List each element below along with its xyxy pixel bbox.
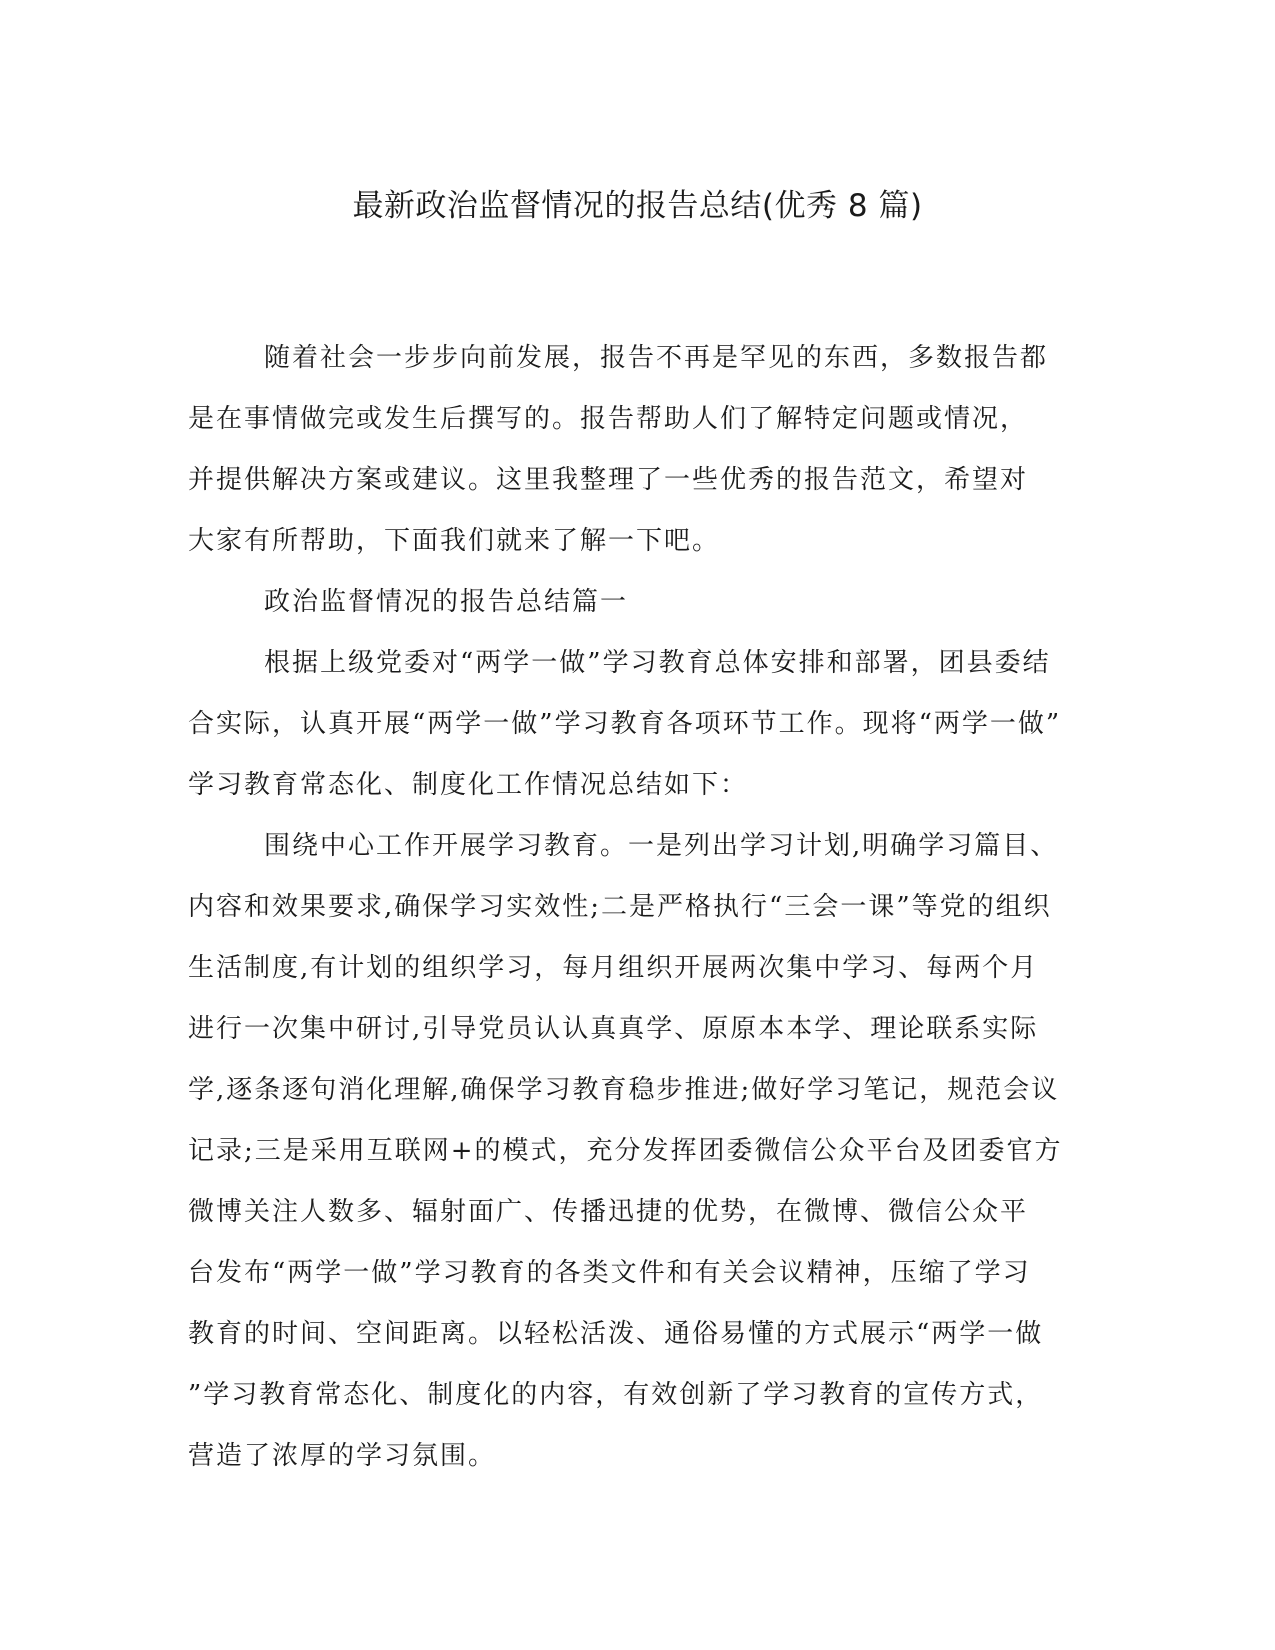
text-line: 随着社会一步步向前发展，报告不再是罕见的东西，多数报告都 xyxy=(264,343,1049,373)
document-title: 最新政治监督情况的报告总结(优秀 8 篇) xyxy=(352,188,923,224)
text-line: 是在事情做完或发生后撰写的。报告帮助人们了解特定问题或情况， xyxy=(188,404,1029,434)
text-line: 记录;三是采用互联网+的模式，充分发挥团委微信公众平台及团委官方 xyxy=(188,1136,1063,1166)
text-line: 根据上级党委对“两学一做”学习教育总体安排和部署，团县委结 xyxy=(264,648,1051,678)
text-line: 微博关注人数多、辐射面广、传播迅捷的优势，在微博、微信公众平 xyxy=(188,1197,1029,1227)
text-line: 台发布“两学一做”学习教育的各类文件和有关会议精神，压缩了学习 xyxy=(188,1258,1031,1288)
text-line: 政治监督情况的报告总结篇一 xyxy=(264,587,629,617)
text-line: 并提供解决方案或建议。这里我整理了一些优秀的报告范文，希望对 xyxy=(188,465,1029,495)
text-line: 生活制度,有计划的组织学习，每月组织开展两次集中学习、每两个月 xyxy=(188,953,1039,983)
text-line: 合实际，认真开展“两学一做”学习教育各项环节工作。现将“两学一做” xyxy=(188,709,1062,739)
text-line: 围绕中心工作开展学习教育。一是列出学习计划,明确学习篇目、 xyxy=(264,831,1059,861)
text-line: 大家有所帮助，下面我们就来了解一下吧。 xyxy=(188,526,721,556)
text-line: 学,逐条逐句消化理解,确保学习教育稳步推进;做好学习笔记，规范会议 xyxy=(188,1075,1060,1105)
text-line: 营造了浓厚的学习氛围。 xyxy=(188,1441,497,1471)
text-line: 学习教育常态化、制度化工作情况总结如下： xyxy=(188,770,749,800)
text-line: 教育的时间、空间距离。以轻松活泼、通俗易懂的方式展示“两学一做 xyxy=(188,1319,1044,1349)
text-line: 内容和效果要求,确保学习实效性;二是严格执行“三会一课”等党的组织 xyxy=(188,892,1052,922)
text-line: 进行一次集中研讨,引导党员认认真真学、原原本本学、理论联系实际 xyxy=(188,1014,1039,1044)
text-line: ”学习教育常态化、制度化的内容，有效创新了学习教育的宣传方式， xyxy=(188,1380,1044,1410)
document-body xyxy=(188,328,1088,1487)
